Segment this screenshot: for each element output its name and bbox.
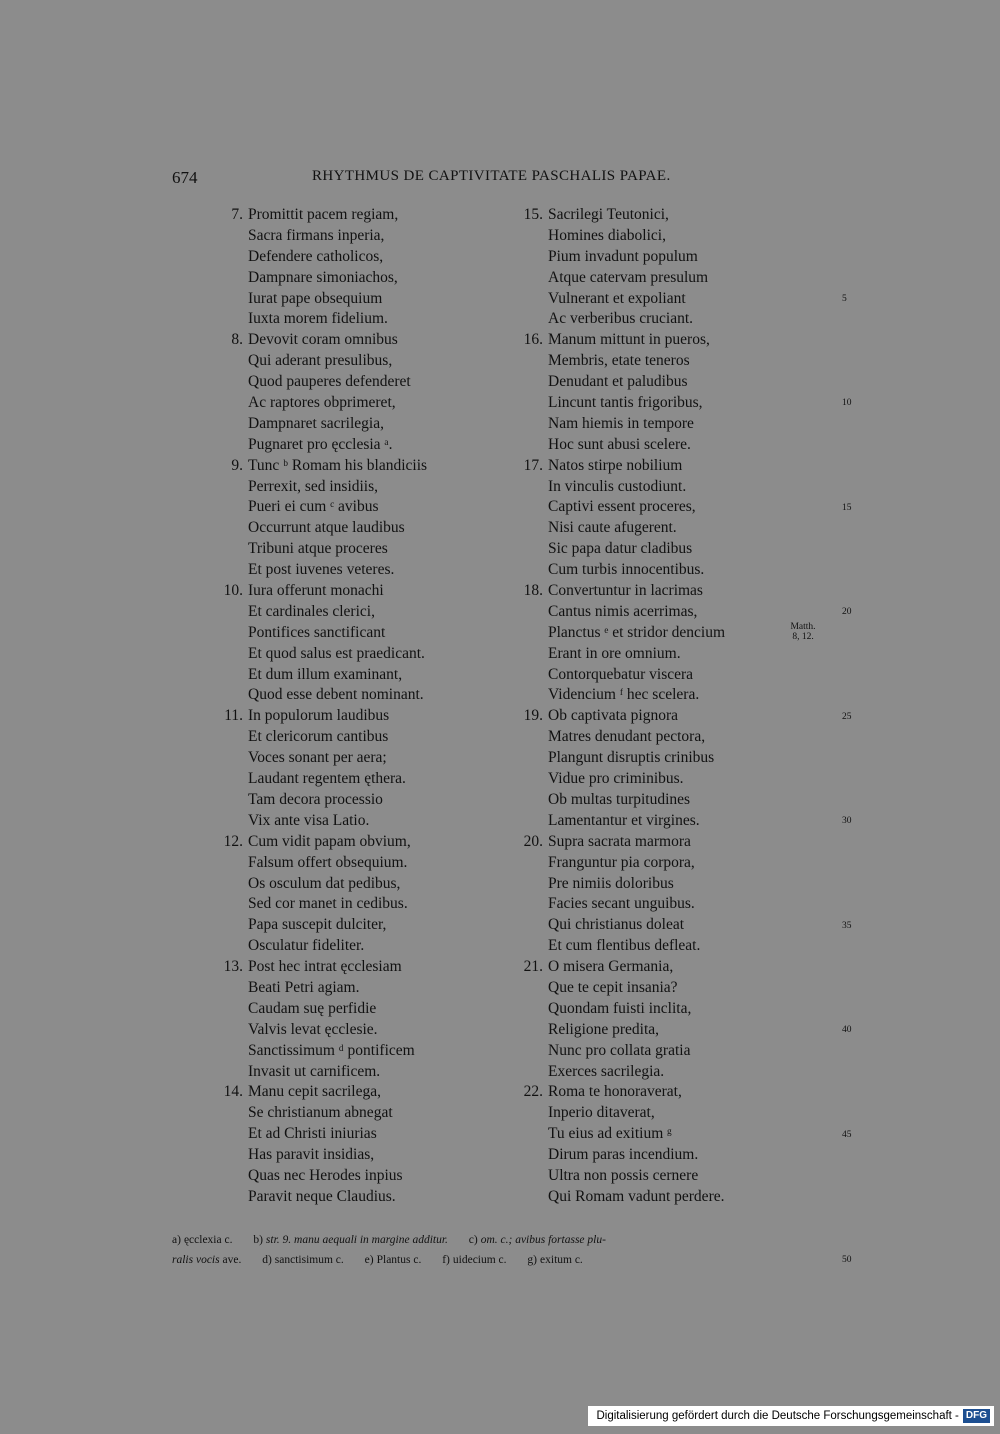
verse-line	[212, 226, 502, 247]
verse-text: In vinculis custodiunt.	[548, 477, 687, 495]
verse-text: Supra sacrata marmora	[548, 832, 691, 850]
verse-line	[212, 1020, 502, 1041]
line-number: 25	[842, 711, 852, 722]
verse-line	[512, 665, 802, 686]
stanza	[212, 581, 502, 706]
verse-text: Religione predita,	[548, 1020, 660, 1038]
verse-line	[512, 1166, 802, 1187]
verse-line	[512, 330, 802, 351]
verse-text: Ob captivata pignora	[548, 707, 678, 725]
verse-text: O misera Germania,	[548, 958, 674, 976]
verse-text: Sanctissimum ᵈ pontificem	[248, 1041, 415, 1059]
dfg-funding-banner[interactable]	[588, 1406, 994, 1426]
footnote-g: g) exitum c.	[527, 1254, 583, 1266]
verse-line	[512, 894, 802, 915]
verse-line	[212, 706, 502, 727]
line-number: 30	[842, 816, 852, 827]
verse-text: Sic papa datur cladibus	[548, 540, 693, 558]
stanza-number: 19.	[523, 707, 543, 725]
verse-line	[212, 268, 502, 289]
verse-text: Facies secant unguibus.	[548, 895, 695, 913]
verse-line	[212, 748, 502, 769]
verse-text: Et cum flentibus defleat.	[548, 937, 701, 955]
verse-text: Sacrilegi Teutonici,	[548, 206, 669, 223]
verse-text: Plangunt disruptis crinibus	[548, 749, 715, 767]
stanza	[512, 706, 802, 831]
verse-text: Tribuni atque proceres	[248, 540, 388, 558]
verse-text: Homines diabolici,	[548, 226, 666, 244]
verse-text: Falsum offert obsequium.	[248, 853, 408, 871]
verse-text: Hoc sunt abusi scelere.	[548, 435, 691, 453]
stanza-number: 22.	[523, 1083, 543, 1101]
verse-line	[212, 1082, 502, 1103]
verse-text: Matres denudant pectora,	[548, 728, 706, 746]
verse-text: Denudant et paludibus	[548, 373, 688, 391]
verse-text: Atque catervam presulum	[548, 268, 709, 286]
verse-line	[212, 1187, 502, 1208]
verse-text: Et cardinales clerici,	[248, 602, 375, 620]
stanza	[212, 957, 502, 1082]
verse-text: Exerces sacrilegia.	[548, 1062, 665, 1080]
verse-line	[212, 874, 502, 895]
dfg-logo-icon: DFG	[963, 1409, 990, 1423]
verse-text: Tunc ᵇ Romam his blandiciis	[248, 456, 428, 474]
verse-line	[212, 309, 502, 330]
verse-line	[212, 1062, 502, 1083]
verse-line	[512, 644, 802, 665]
verse-line	[212, 289, 502, 310]
stanza-number: 18.	[523, 582, 543, 600]
verse-line	[212, 623, 502, 644]
verse-line	[512, 1062, 802, 1083]
verse-text: Pre nimiis doloribus	[548, 874, 674, 892]
verse-line	[212, 581, 502, 602]
verse-text: Papa suscepit dulciter,	[248, 916, 387, 934]
verse-line	[512, 518, 802, 539]
verse-line	[212, 853, 502, 874]
verse-text: Sed cor manet in cedibus.	[248, 895, 408, 913]
verse-line	[212, 915, 502, 936]
verse-line	[512, 289, 802, 310]
verse-text: Laudant regentem ęthera.	[248, 770, 406, 788]
stanza	[212, 1082, 502, 1207]
verse-line	[212, 644, 502, 665]
stanza	[212, 330, 502, 455]
verse-text: Cum turbis innocentibus.	[548, 561, 705, 579]
verse-text: Devovit coram omnibus	[248, 331, 398, 349]
poem-column-right	[512, 205, 802, 1208]
verse-line	[512, 602, 802, 623]
verse-line	[512, 685, 802, 706]
verse-text: Captivi essent proceres,	[548, 498, 696, 516]
stanza-number: 15.	[523, 206, 543, 223]
verse-text: Natos stirpe nobilium	[548, 456, 683, 474]
verse-text: Et quod salus est praedicant.	[248, 644, 425, 662]
stanza-number: 11.	[224, 707, 243, 725]
margin-citation-book: Matth.	[790, 622, 816, 632]
verse-text: Se christianum abnegat	[248, 1104, 393, 1122]
verse-line	[512, 727, 802, 748]
stanza	[512, 456, 802, 581]
verse-text: Ob multas turpitudines	[548, 790, 691, 808]
verse-line	[512, 539, 802, 560]
verse-line	[512, 581, 802, 602]
verse-text: Invasit ut carnificem.	[248, 1062, 381, 1080]
verse-text: Cum vidit papam obvium,	[248, 832, 411, 850]
verse-line	[212, 414, 502, 435]
verse-line	[212, 727, 502, 748]
verse-line	[512, 268, 802, 289]
verse-line	[512, 1145, 802, 1166]
verse-line	[212, 1145, 502, 1166]
verse-text: Defendere catholicos,	[248, 247, 384, 265]
verse-text: Convertuntur in lacrimas	[548, 582, 703, 600]
verse-line	[512, 623, 802, 644]
stanza-number: 10.	[223, 582, 243, 600]
verse-text: Videncium ᶠ hec scelera.	[548, 686, 700, 704]
verse-text: Ac verberibus cruciant.	[548, 310, 694, 328]
verse-line	[212, 518, 502, 539]
verse-text: Promittit pacem regiam,	[248, 206, 399, 223]
stanza-number: 20.	[523, 832, 543, 850]
verse-text: Cantus nimis acerrimas,	[548, 602, 698, 620]
verse-text: Tu eius ad exitium ᵍ	[548, 1125, 672, 1143]
verse-text: Inperio ditaverat,	[548, 1104, 655, 1122]
verse-text: Lamentantur et virgines.	[548, 811, 700, 829]
verse-line	[512, 790, 802, 811]
stanza	[212, 205, 502, 330]
verse-text: Paravit neque Claudius.	[248, 1187, 396, 1205]
verse-line	[512, 351, 802, 372]
line-number: 40	[842, 1025, 852, 1036]
verse-text: Qui christianus doleat	[548, 916, 685, 934]
verse-line	[512, 1124, 802, 1145]
verse-line	[212, 351, 502, 372]
verse-line	[212, 435, 502, 456]
verse-text: Contorquebatur viscera	[548, 665, 694, 683]
line-number: 5	[842, 293, 847, 304]
verse-line	[512, 706, 802, 727]
verse-text: Que te cepit insania?	[548, 978, 678, 996]
stanza-number: 7.	[231, 206, 243, 223]
verse-line	[512, 309, 802, 330]
verse-text: Caudam suę perfidie	[248, 999, 377, 1017]
stanza	[512, 581, 802, 706]
verse-text: Membris, etate teneros	[548, 352, 690, 370]
verse-text: Valvis levat ęcclesie.	[248, 1020, 378, 1038]
verse-line	[212, 811, 502, 832]
verse-text: Occurrunt atque laudibus	[248, 519, 405, 537]
stanza	[212, 456, 502, 581]
verse-line	[212, 832, 502, 853]
verse-text: Et post iuvenes veteres.	[248, 561, 395, 579]
verse-text: Nam hiemis in tempore	[548, 414, 694, 432]
footnote-line-number: 50	[842, 1255, 852, 1265]
footnote-c: c) om. c.; avibus fortasse plu-	[468, 1234, 606, 1246]
line-number: 20	[842, 607, 852, 618]
line-number: 45	[842, 1129, 852, 1140]
verse-line	[512, 560, 802, 581]
verse-text: Quondam fuisti inclita,	[548, 999, 692, 1017]
verse-text: Iura offerunt monachi	[248, 582, 384, 600]
verse-line	[512, 874, 802, 895]
verse-text: Ac raptores obprimeret,	[248, 394, 396, 412]
stanza-number: 21.	[523, 958, 543, 976]
stanza	[212, 832, 502, 957]
verse-line	[212, 685, 502, 706]
stanza-number: 13.	[223, 958, 243, 976]
stanza-number: 16.	[523, 331, 543, 349]
stanza-number: 17.	[523, 456, 543, 474]
verse-text: Et dum illum examinant,	[248, 665, 403, 683]
verse-text: Ultra non possis cernere	[548, 1166, 699, 1184]
verse-line	[512, 769, 802, 790]
verse-line	[512, 372, 802, 393]
verse-line	[212, 999, 502, 1020]
footnote-c-continued: ralis vocis ave.	[172, 1254, 242, 1266]
verse-text: Perrexit, sed insidiis,	[248, 477, 379, 495]
footnote-a: a) ęcclexia c.	[172, 1234, 233, 1246]
verse-line	[512, 414, 802, 435]
verse-line	[512, 247, 802, 268]
verse-line	[512, 853, 802, 874]
verse-text: Franguntur pia corpora,	[548, 853, 695, 871]
verse-line	[512, 497, 802, 518]
verse-text: Roma te honoraverat,	[548, 1083, 682, 1101]
verse-text: Nunc pro collata gratia	[548, 1041, 691, 1059]
verse-text: Planctus ᵉ et stridor dencium	[548, 623, 726, 641]
line-number: 35	[842, 920, 852, 931]
stanza-number: 9.	[231, 456, 243, 474]
verse-text: Sacra firmans inperia,	[248, 226, 385, 244]
page-header	[172, 168, 702, 190]
verse-line	[512, 1103, 802, 1124]
verse-line	[512, 957, 802, 978]
verse-text: Vix ante visa Latio.	[248, 811, 370, 829]
verse-text: Pugnaret pro ęcclesia ᵃ.	[248, 435, 393, 453]
verse-line	[212, 769, 502, 790]
verse-text: Dampnare simoniachos,	[248, 268, 398, 286]
verse-text: Quas nec Herodes inpius	[248, 1166, 403, 1184]
verse-text: Pium invadunt populum	[548, 247, 698, 265]
verse-line	[212, 602, 502, 623]
verse-text: Qui aderant presulibus,	[248, 352, 393, 370]
verse-line	[212, 957, 502, 978]
verse-line	[512, 1082, 802, 1103]
stanza	[512, 1082, 802, 1207]
line-number: 10	[842, 398, 852, 409]
verse-text: Pueri ei cum ᶜ avibus	[248, 498, 379, 516]
verse-line	[212, 665, 502, 686]
verse-text: Post hec intrat ęcclesiam	[248, 958, 402, 976]
verse-line	[512, 915, 802, 936]
verse-line	[212, 1166, 502, 1187]
verse-text: Has paravit insidias,	[248, 1146, 375, 1164]
verse-text: Beati Petri agiam.	[248, 978, 360, 996]
verse-text: In populorum laudibus	[248, 707, 390, 725]
verse-line	[512, 477, 802, 498]
verse-text: Quod esse debent nominant.	[248, 686, 424, 704]
verse-line	[212, 247, 502, 268]
dfg-funding-text: Digitalisierung gefördert durch die Deutsche Forschungsgemeinschaft -	[596, 1410, 959, 1422]
verse-line	[512, 456, 802, 477]
verse-text: Osculatur fideliter.	[248, 937, 365, 955]
verse-text: Qui Romam vadunt perdere.	[548, 1187, 725, 1205]
verse-line	[512, 999, 802, 1020]
verse-text: Erant in ore omnium.	[548, 644, 681, 662]
verse-text: Dirum paras incendium.	[548, 1146, 699, 1164]
verse-line	[212, 393, 502, 414]
verse-line	[212, 1041, 502, 1062]
verse-line	[512, 1041, 802, 1062]
verse-line	[212, 936, 502, 957]
verse-text: Vidue pro criminibus.	[548, 770, 684, 788]
verse-line	[212, 205, 502, 226]
verse-text: Manum mittunt in pueros,	[548, 331, 710, 349]
verse-line	[512, 811, 802, 832]
verse-text: Tam decora processio	[248, 790, 383, 808]
verse-text: Voces sonant per aera;	[248, 749, 387, 767]
verse-line	[212, 790, 502, 811]
running-title: RHYTHMUS DE CAPTIVITATE PASCHALIS PAPAE.	[312, 168, 671, 184]
verse-line	[512, 226, 802, 247]
stanza	[512, 832, 802, 957]
verse-line	[512, 748, 802, 769]
verse-line	[212, 539, 502, 560]
verse-text: Quod pauperes defenderet	[248, 373, 411, 391]
verse-line	[212, 456, 502, 477]
verse-text: Iuxta morem fidelium.	[248, 310, 388, 328]
verse-text: Dampnaret sacrilegia,	[248, 414, 384, 432]
verse-line	[212, 1103, 502, 1124]
verse-line	[512, 978, 802, 999]
verse-text: Pontifices sanctificant	[248, 623, 386, 641]
verse-line	[212, 477, 502, 498]
stanza	[212, 706, 502, 831]
verse-text: Lincunt tantis frigoribus,	[548, 394, 703, 412]
stanza	[512, 957, 802, 1082]
stanza-number: 14.	[223, 1083, 243, 1101]
stanza-number: 12.	[223, 832, 243, 850]
verse-line	[512, 393, 802, 414]
footnote-d: d) sanctisimum c.	[262, 1254, 344, 1266]
margin-citation	[778, 622, 828, 642]
margin-citation-verse: 8, 12.	[792, 632, 814, 642]
verse-line	[212, 978, 502, 999]
verse-text: Nisi caute afugerent.	[548, 519, 677, 537]
verse-text: Os osculum dat pedibus,	[248, 874, 401, 892]
verse-line	[512, 936, 802, 957]
poem-column-left	[212, 205, 502, 1208]
verse-line	[512, 205, 802, 226]
verse-text: Et ad Christi iniurias	[248, 1125, 377, 1143]
verse-text: Iurat pape obsequium	[248, 289, 383, 307]
verse-line	[512, 1187, 802, 1208]
stanza	[512, 205, 802, 330]
verse-line	[512, 1020, 802, 1041]
verse-text: Manu cepit sacrilega,	[248, 1083, 381, 1101]
verse-line	[212, 497, 502, 518]
verse-line	[212, 560, 502, 581]
page-number: 674	[172, 168, 198, 187]
verse-line	[512, 435, 802, 456]
footnote-e: e) Plantus c.	[364, 1254, 422, 1266]
verse-text: Vulnerant et expoliant	[548, 289, 686, 307]
verse-line	[212, 1124, 502, 1145]
line-number: 15	[842, 502, 852, 513]
verse-text: Et clericorum cantibus	[248, 728, 389, 746]
stanza-number: 8.	[231, 331, 243, 349]
footnote-b: b) str. 9. manu aequali in margine additur.	[253, 1234, 448, 1246]
verse-line	[212, 894, 502, 915]
verse-line	[512, 832, 802, 853]
stanza	[512, 330, 802, 455]
verse-line	[212, 372, 502, 393]
footnotes	[172, 1230, 842, 1270]
verse-line	[212, 330, 502, 351]
footnote-f: f) uidecium c.	[442, 1254, 507, 1266]
